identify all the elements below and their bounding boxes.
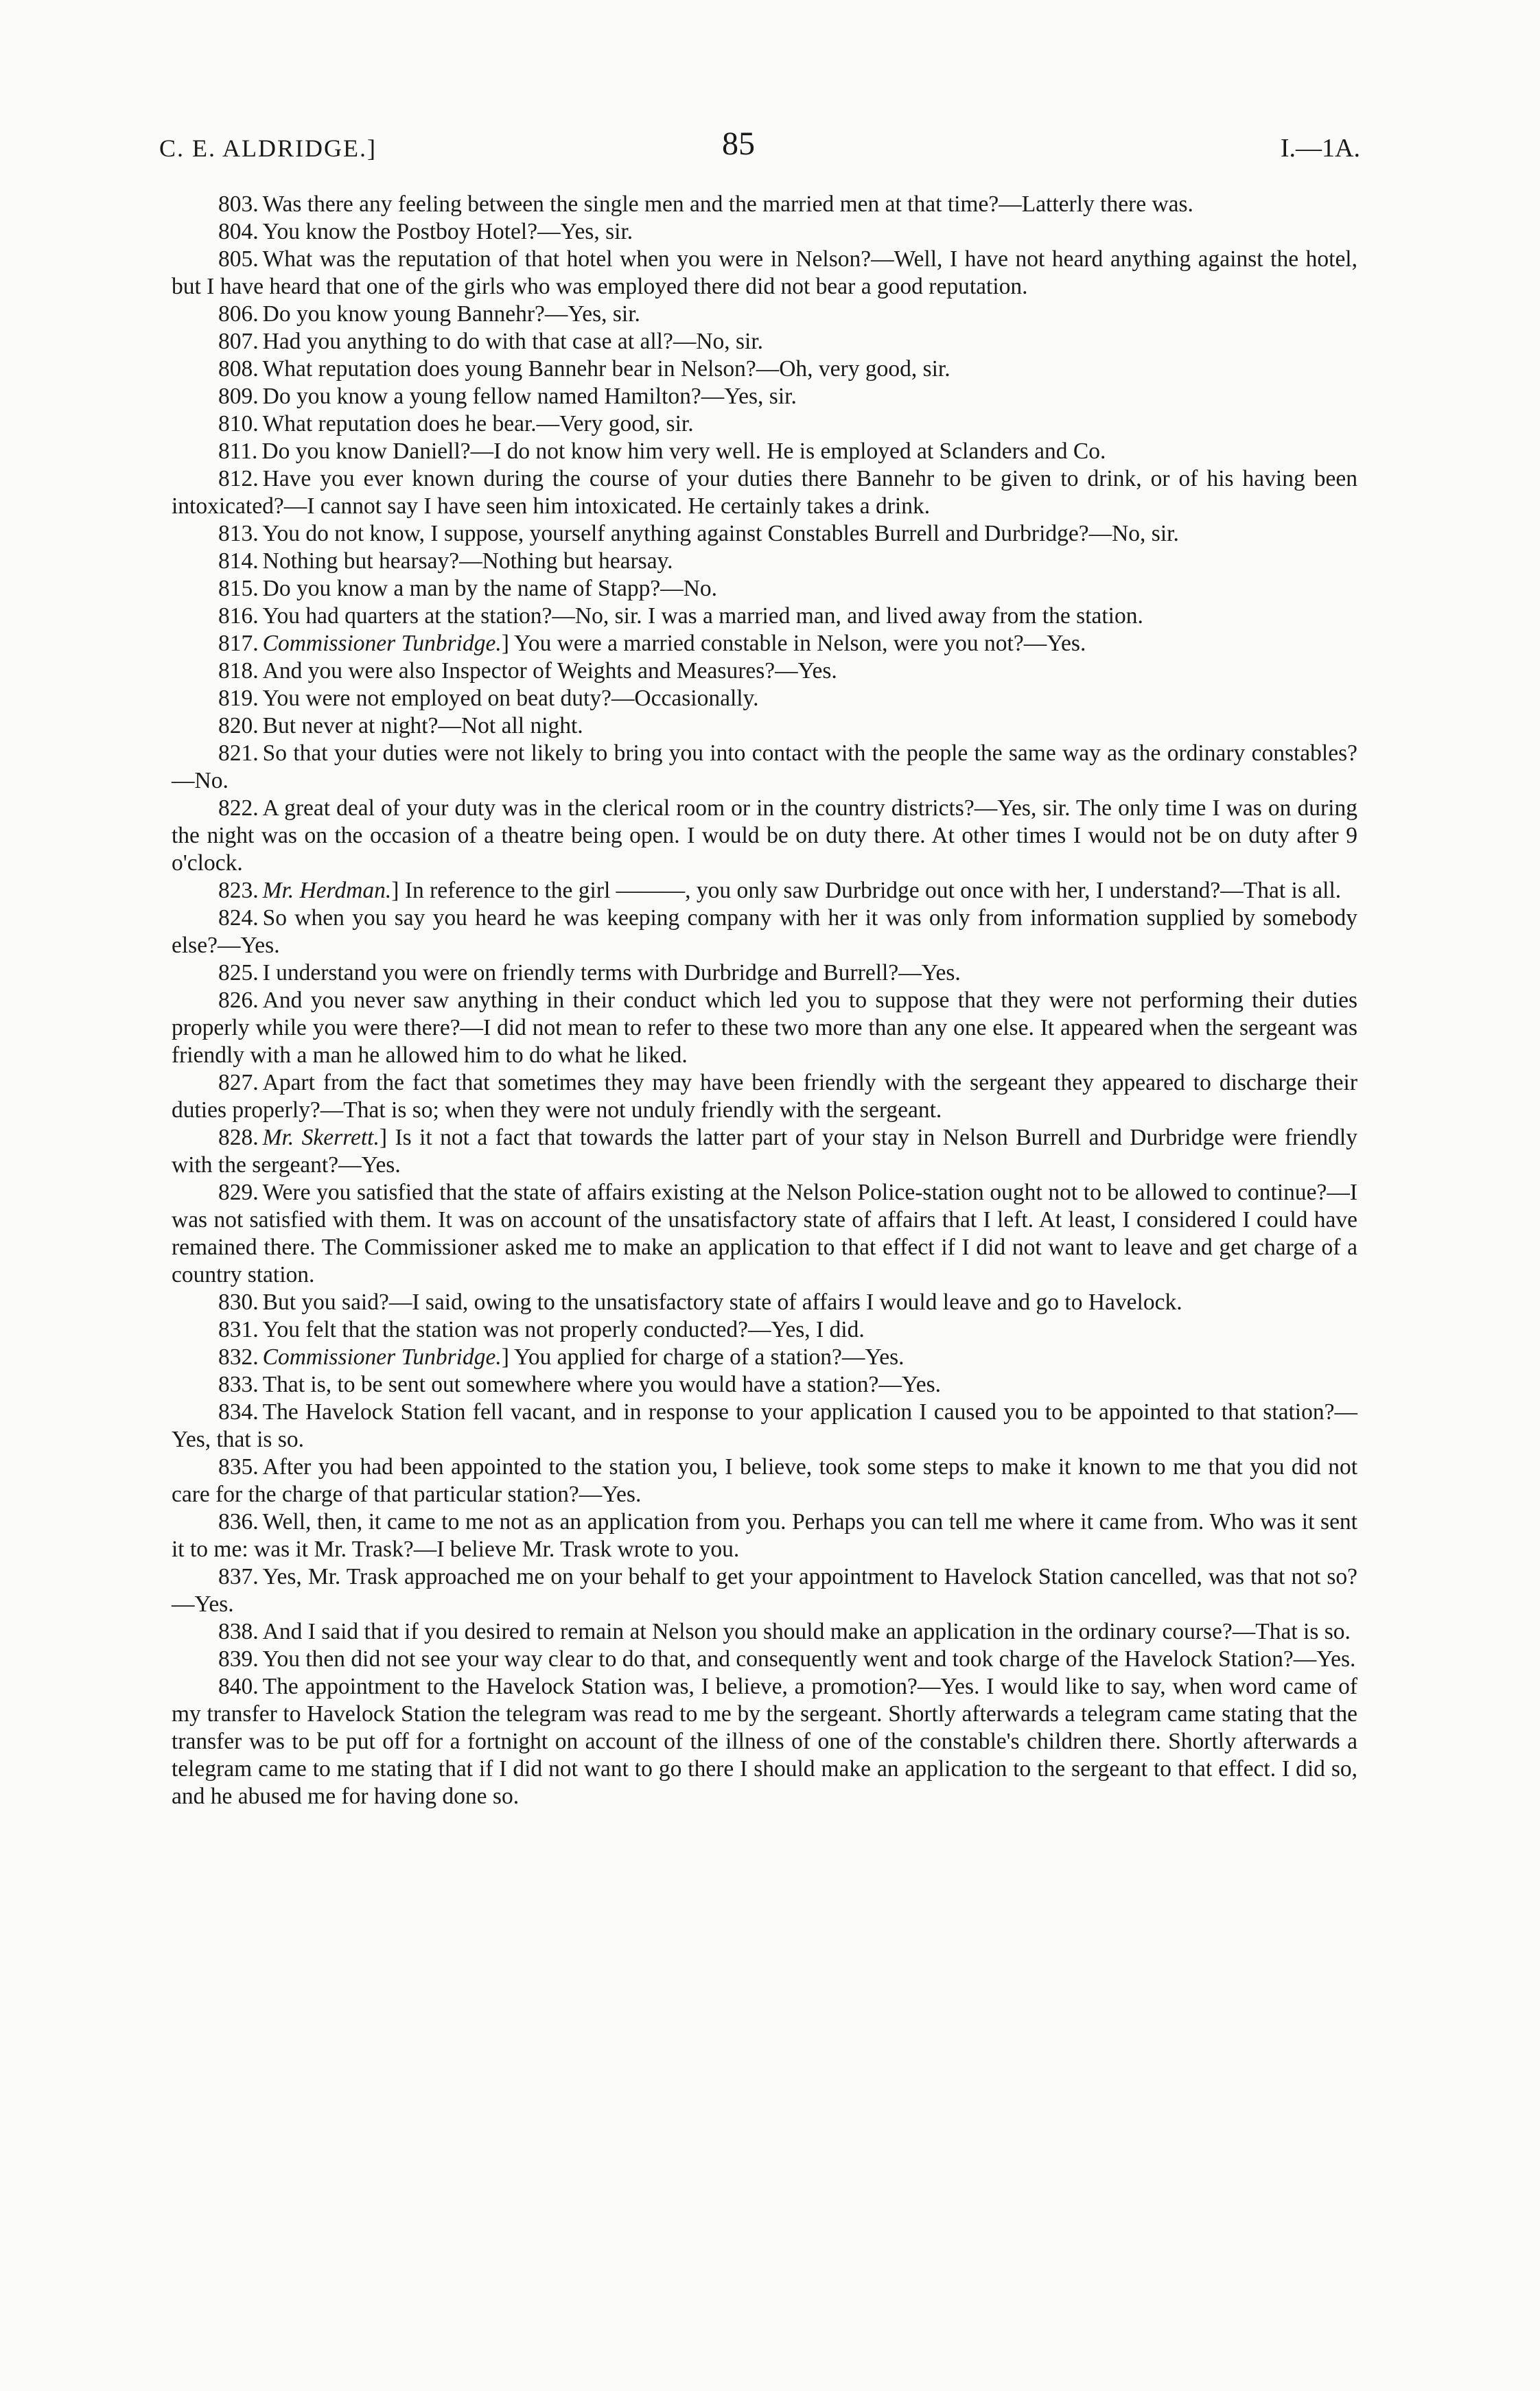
question-number: 825.	[218, 960, 259, 985]
header-witness-name: C. E. ALDRIDGE.]	[159, 135, 377, 162]
testimony-paragraph: 823. Mr. Herdman.] In reference to the girl ———, you only saw Durbridge out once with her, I understand?—That is all.	[218, 878, 1342, 903]
question-number: 831.	[218, 1317, 259, 1342]
testimony-paragraph	[172, 383, 1357, 410]
question-number: 821.	[218, 740, 259, 766]
question-number: 817.	[218, 631, 259, 656]
testimony-paragraph	[172, 328, 1357, 355]
testimony-text: I understand you were on friendly terms with Durbridge and Burrell?—Yes.	[262, 960, 961, 985]
testimony-text: You were a married constable in Nelson, were you not?—Yes.	[514, 631, 1086, 656]
testimony-text: Is it not a fact that towards the latter part of your stay in Nelson Burrell and Durbridge were friendly with the sergeant?—Yes.	[172, 1125, 1357, 1178]
question-number: 827.	[218, 1070, 259, 1095]
question-number: 818.	[218, 658, 259, 684]
testimony-paragraph	[172, 657, 1357, 685]
question-number: 832.	[218, 1344, 259, 1370]
testimony-paragraph	[172, 1563, 1357, 1618]
testimony-paragraph	[172, 218, 1357, 246]
question-number: 811.	[218, 439, 258, 464]
testimony-text: You were not employed on beat duty?—Occasionally.	[262, 686, 759, 711]
testimony-paragraph	[172, 438, 1357, 465]
question-number: 810.	[218, 411, 259, 436]
testimony-paragraph	[172, 520, 1357, 548]
speaker-name: Commissioner Tunbridge.	[262, 1344, 502, 1370]
testimony-paragraph	[172, 1316, 1357, 1344]
document-reference: I.—1A.	[1280, 134, 1360, 163]
testimony-paragraph: 817. Commissioner Tunbridge.] You were a married constable in Nelson, were you not?—Yes.	[218, 631, 1086, 656]
testimony-paragraph	[172, 712, 1357, 740]
question-number: 806.	[218, 301, 259, 327]
testimony-text: The appointment to the Havelock Station was, I believe, a promotion?—Yes. I would like to say, when word came of my transfer to Havelock Station the telegram was read to me by the sergeant. Shortly afterwards a telegram came stating that the transfer was to be put off for a fortnight on account of the illness of one of the constable's children there. Shortly afterwards a telegram came to me stating that if I did not want to go there I should make an application to the sergeant to that effect. I did so, and he abused me for having done so.	[172, 1674, 1357, 1809]
question-number: 815.	[218, 576, 259, 601]
testimony-paragraph	[172, 301, 1357, 328]
testimony-text: But never at night?—Not all night.	[262, 713, 583, 738]
question-number: 804.	[218, 219, 259, 244]
testimony-text: Do you know Daniell?—I do not know him very well. He is employed at Sclanders and Co.	[261, 439, 1106, 464]
speaker-name: Mr. Skerrett.	[262, 1125, 380, 1150]
testimony-text: Do you know a young fellow named Hamilton?—Yes, sir.	[262, 384, 797, 409]
testimony-paragraph	[172, 959, 1357, 987]
testimony-text: You had quarters at the station?—No, sir. I was a married man, and lived away from the station.	[262, 603, 1143, 629]
question-number: 838.	[218, 1619, 259, 1644]
testimony-text: Was there any feeling between the single men and the married men at that time?—Latterly there was.	[262, 191, 1193, 217]
testimony-text: And you never saw anything in their conduct which led you to suppose that they were not performing their duties properly while you were there?—I did not mean to refer to these two more than any one else. It appeared when the sergeant was friendly with a man he allowed him to do what he liked.	[172, 988, 1357, 1068]
testimony-paragraph	[172, 355, 1357, 383]
testimony-paragraph	[172, 246, 1357, 301]
testimony-paragraph	[172, 1673, 1357, 1810]
testimony-text: And I said that if you desired to remain at Nelson you should make an application in the ordinary course?—That is so.	[262, 1619, 1351, 1644]
question-number: 833.	[218, 1372, 259, 1397]
testimony-text: That is, to be sent out somewhere where you would have a station?—Yes.	[262, 1372, 941, 1397]
testimony-paragraph	[172, 603, 1357, 630]
testimony-text: Were you satisfied that the state of affairs existing at the Nelson Police-station ought not to be allowed to continue?—I was not satisfied with them. It was on account of the unsatisfactory state of affairs that I left. At least, I considered I could have remained there. The Commissioner asked me to make an application to that effect if I did not want to leave and get charge of a country station.	[172, 1180, 1357, 1287]
testimony-paragraph	[172, 1618, 1357, 1646]
testimony-paragraph	[172, 1289, 1357, 1316]
testimony-paragraph	[172, 410, 1357, 438]
question-number: 837.	[218, 1564, 259, 1589]
testimony-text: So when you say you heard he was keeping company with her it was only from information supplied by somebody else?—Yes.	[172, 905, 1357, 958]
question-number: 830.	[218, 1290, 259, 1315]
page-number: 85	[722, 126, 755, 162]
question-number: 819.	[218, 686, 259, 711]
question-number: 812.	[218, 466, 259, 491]
testimony-paragraph	[172, 795, 1357, 877]
question-number: 820.	[218, 713, 259, 738]
question-number: 840.	[218, 1674, 259, 1699]
testimony-text: You felt that the station was not properly conducted?—Yes, I did.	[262, 1317, 865, 1342]
question-number: 834.	[218, 1399, 259, 1425]
testimony-paragraph	[172, 1399, 1357, 1454]
testimony-text: You know the Postboy Hotel?—Yes, sir.	[262, 219, 633, 244]
testimony-paragraph	[172, 987, 1357, 1069]
question-number: 826.	[218, 988, 259, 1013]
question-number: 816.	[218, 603, 259, 629]
testimony-text: A great deal of your duty was in the clerical room or in the country districts?—Yes, sir. The only time I was on during the night was on the occasion of a theatre being open. I would be on duty there. At other times I would not be on duty after 9 o'clock.	[172, 795, 1357, 876]
testimony-paragraph	[172, 465, 1357, 520]
question-number: 836.	[218, 1509, 259, 1535]
testimony-paragraph: 832. Commissioner Tunbridge.] You applied for charge of a station?—Yes.	[218, 1344, 905, 1370]
question-number: 839.	[218, 1646, 259, 1672]
testimony-text: The Havelock Station fell vacant, and in response to your application I caused you to be appointed to that station?—Yes, that is so.	[172, 1399, 1357, 1452]
testimony-paragraph	[172, 575, 1357, 603]
testimony-text: You then did not see your way clear to do that, and consequently went and took charge of the Havelock Station?—Yes.	[262, 1646, 1356, 1672]
testimony-text: So that your duties were not likely to bring you into contact with the people the same way as the ordinary constables?—No.	[172, 740, 1357, 793]
question-number: 835.	[218, 1454, 259, 1480]
testimony-text: Nothing but hearsay?—Nothing but hearsay.	[262, 548, 673, 574]
testimony-paragraph	[172, 1179, 1357, 1289]
testimony-body	[172, 191, 1357, 1810]
question-number: 805.	[218, 246, 259, 272]
testimony-text: What reputation does young Bannehr bear in Nelson?—Oh, very good, sir.	[262, 356, 950, 382]
testimony-paragraph	[172, 685, 1357, 712]
question-number: 829.	[218, 1180, 259, 1205]
testimony-text: After you had been appointed to the station you, I believe, took some steps to make it known to me that you did not care for the charge of that particular station?—Yes.	[172, 1454, 1357, 1507]
question-number: 809.	[218, 384, 259, 409]
testimony-paragraph	[172, 1508, 1357, 1563]
testimony-paragraph	[172, 548, 1357, 575]
speaker-name: Commissioner Tunbridge.	[262, 631, 502, 656]
question-number: 822.	[218, 795, 259, 821]
testimony-text: Do you know a man by the name of Stapp?—No.	[262, 576, 718, 601]
question-number: 814.	[218, 548, 259, 574]
testimony-paragraph	[172, 1069, 1357, 1124]
question-number: 813.	[218, 521, 259, 546]
testimony-text: And you were also Inspector of Weights and Measures?—Yes.	[262, 658, 837, 684]
testimony-paragraph: 828. Mr. Skerrett.] Is it not a fact that towards the latter part of your stay in Nelson Burrell and Durbridge were friendly with the sergeant?—Yes.	[172, 1125, 1357, 1178]
testimony-text: In reference to the girl ———, you only saw Durbridge out once with her, I understand?—That is all.	[404, 878, 1342, 903]
testimony-text: Do you know young Bannehr?—Yes, sir.	[262, 301, 640, 327]
testimony-paragraph	[172, 1646, 1357, 1673]
testimony-text: You do not know, I suppose, yourself anything against Constables Burrell and Durbridge?—No, sir.	[262, 521, 1179, 546]
testimony-text: Apart from the fact that sometimes they may have been friendly with the sergeant they appeared to discharge their duties properly?—That is so; when they were not unduly friendly with the sergeant.	[172, 1070, 1357, 1123]
question-number: 823.	[218, 878, 259, 903]
testimony-paragraph	[172, 905, 1357, 959]
speaker-name: Mr. Herdman.	[262, 878, 392, 903]
question-number: 807.	[218, 329, 259, 354]
question-number: 824.	[218, 905, 259, 931]
question-number: 828.	[218, 1125, 259, 1150]
testimony-paragraph	[172, 1371, 1357, 1399]
testimony-text: What was the reputation of that hotel when you were in Nelson?—Well, I have not heard anything against the hotel, but I have heard that one of the girls who was employed there did not bear a good reputation.	[172, 246, 1357, 299]
question-number: 803.	[218, 191, 259, 217]
testimony-text: Well, then, it came to me not as an application from you. Perhaps you can tell me where it came from. Who was it sent it to me: was it Mr. Trask?—I believe Mr. Trask wrote to you.	[172, 1509, 1357, 1562]
testimony-text: What reputation does he bear.—Very good, sir.	[262, 411, 694, 436]
testimony-paragraph	[172, 740, 1357, 795]
testimony-text: Had you anything to do with that case at all?—No, sir.	[262, 329, 764, 354]
page-header	[159, 128, 1360, 169]
testimony-paragraph	[172, 1454, 1357, 1508]
testimony-paragraph	[172, 191, 1357, 218]
testimony-text: Have you ever known during the course of your duties there Bannehr to be given to drink, or of his having been intoxicated?—I cannot say I have seen him intoxicated. He certainly takes a drink.	[172, 466, 1357, 519]
testimony-text: You applied for charge of a station?—Yes.	[514, 1344, 905, 1370]
question-number: 808.	[218, 356, 259, 382]
testimony-text: Yes, Mr. Trask approached me on your behalf to get your appointment to Havelock Station cancelled, was that not so?—Yes.	[172, 1564, 1357, 1617]
testimony-text: But you said?—I said, owing to the unsatisfactory state of affairs I would leave and go to Havelock.	[262, 1290, 1182, 1315]
